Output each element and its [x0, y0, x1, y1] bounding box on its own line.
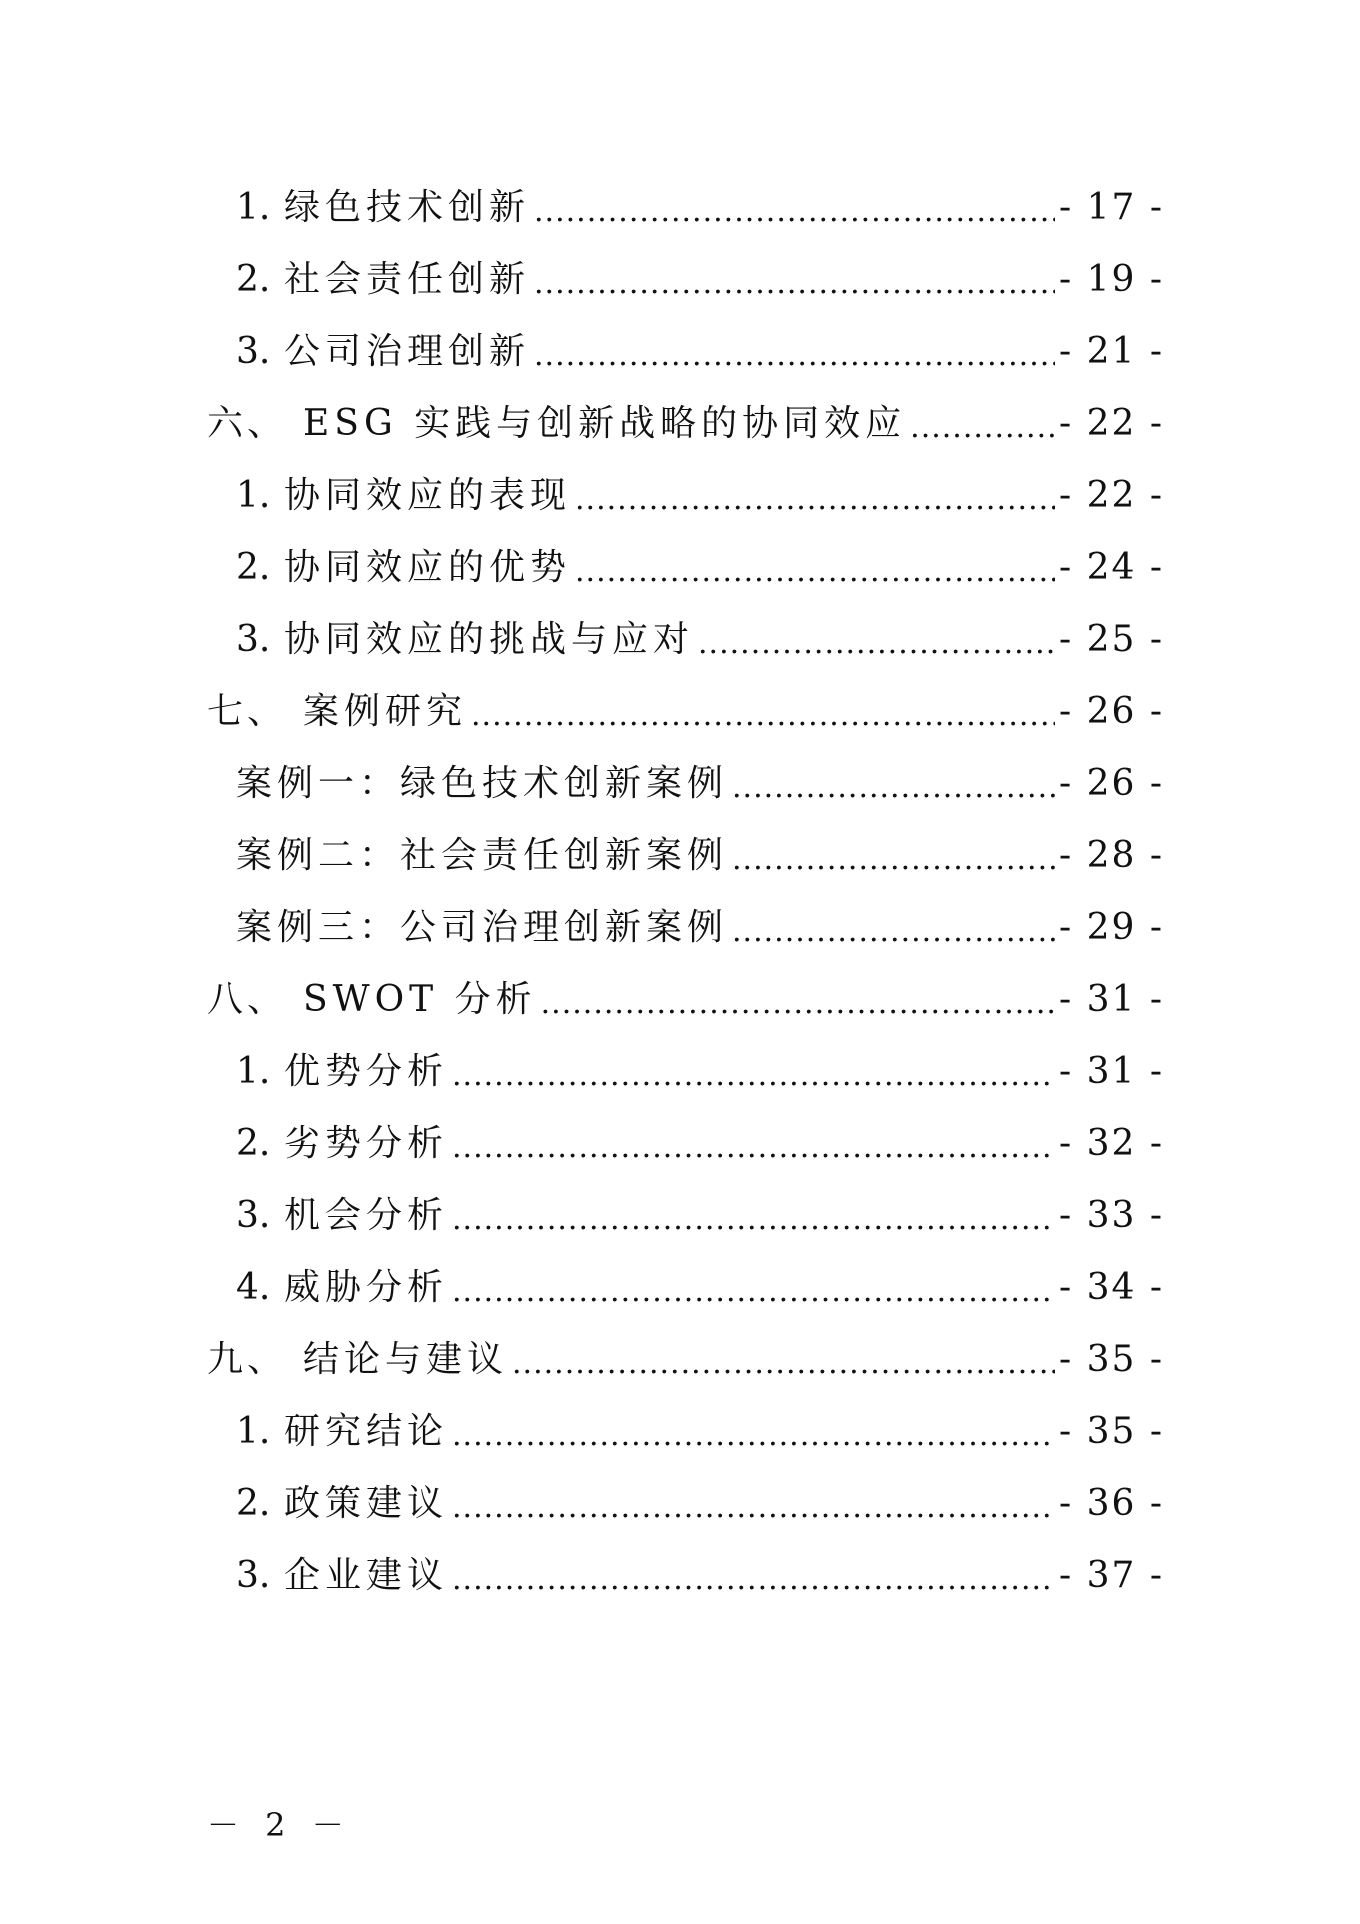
toc-entry[interactable] — [0, 532, 1360, 604]
toc-entry-title: 协同效应的挑战与应对 — [284, 619, 695, 660]
page-number: － 2 － — [207, 1806, 352, 1844]
toc-entry-title: 协同效应的表现 — [284, 475, 572, 516]
dot-leader — [541, 964, 1055, 1036]
toc-entry-number: 2. — [236, 1123, 271, 1164]
toc-entry[interactable] — [0, 964, 1360, 1036]
toc-entry-page: - 29 - — [1058, 907, 1164, 948]
toc-entry-page: - 34 - — [1058, 1267, 1164, 1308]
toc-entry-title: 结论与建议 — [303, 1339, 509, 1380]
dot-leader — [471, 676, 1055, 748]
toc-entry-title: 企业建议 — [284, 1555, 449, 1596]
toc-entry-page: - 22 - — [1058, 475, 1164, 516]
dot-leader — [732, 748, 1055, 820]
toc-entry-title: 政策建议 — [284, 1483, 449, 1524]
toc-entry-title: 案例二：社会责任创新案例 — [236, 835, 729, 876]
toc-entry[interactable] — [0, 316, 1360, 388]
toc-entry-number: 3. — [236, 619, 271, 660]
toc-entry[interactable] — [0, 676, 1360, 748]
toc-entry-line — [236, 1036, 1164, 1108]
toc-entry-number: 九、 — [207, 1339, 288, 1380]
toc-entry-number: 4. — [236, 1267, 271, 1308]
toc-entry[interactable] — [0, 1036, 1360, 1108]
toc-entry-line — [207, 1324, 1164, 1396]
toc-entry-line — [236, 1396, 1164, 1468]
toc-entry-title: 研究结论 — [284, 1411, 449, 1452]
dot-leader — [534, 316, 1055, 388]
toc-entry-page: - 37 - — [1058, 1555, 1164, 1596]
toc-entry-page: - 21 - — [1058, 331, 1164, 372]
toc-entry-line — [236, 892, 1164, 964]
toc-entry-page: - 35 - — [1058, 1339, 1164, 1380]
toc-entry[interactable] — [0, 172, 1360, 244]
dot-leader — [452, 1252, 1055, 1324]
toc-entry[interactable] — [0, 604, 1360, 676]
dot-leader — [910, 388, 1055, 460]
dot-leader — [575, 460, 1055, 532]
toc-entry-title: 绿色技术创新 — [284, 187, 531, 228]
toc-entry-title: 威胁分析 — [284, 1267, 449, 1308]
dot-leader — [534, 172, 1055, 244]
toc-entry-page: - 31 - — [1058, 1051, 1164, 1092]
toc-entry-title: 公司治理创新 — [284, 331, 531, 372]
toc-entry-page: - 33 - — [1058, 1195, 1164, 1236]
toc-entry-line — [236, 244, 1164, 316]
dot-leader — [452, 1180, 1055, 1252]
toc-entry-title: 案例一：绿色技术创新案例 — [236, 763, 729, 804]
dot-leader — [452, 1396, 1055, 1468]
toc-entry-page: - 32 - — [1058, 1123, 1164, 1164]
dot-leader — [732, 892, 1055, 964]
dot-leader — [452, 1036, 1055, 1108]
dot-leader — [512, 1324, 1055, 1396]
toc-entry[interactable] — [0, 1252, 1360, 1324]
toc-entry-page: - 26 - — [1058, 763, 1164, 804]
toc-entry-number: 1. — [236, 475, 271, 516]
toc-entry[interactable] — [0, 1324, 1360, 1396]
toc-entry-line — [207, 676, 1164, 748]
toc-entry-line — [236, 172, 1164, 244]
toc-entry-line — [207, 964, 1164, 1036]
toc-entry[interactable] — [0, 820, 1360, 892]
toc-entry-title: 机会分析 — [284, 1195, 449, 1236]
toc-entry-page: - 22 - — [1058, 403, 1164, 444]
dot-leader — [452, 1468, 1055, 1540]
toc-entry-line — [236, 532, 1164, 604]
toc-entry-title: 案例研究 — [303, 691, 468, 732]
toc-entry[interactable] — [0, 1468, 1360, 1540]
toc-entry-line — [236, 316, 1164, 388]
toc-entry[interactable] — [0, 1180, 1360, 1252]
dot-leader — [534, 244, 1055, 316]
toc-entry-page: - 31 - — [1058, 979, 1164, 1020]
toc-entry-page: - 17 - — [1058, 187, 1164, 228]
toc-entry-title: 社会责任创新 — [284, 259, 531, 300]
toc-entry[interactable] — [0, 748, 1360, 820]
toc-entry-page: - 19 - — [1058, 259, 1164, 300]
toc-entry-line — [236, 1468, 1164, 1540]
table-of-contents — [0, 172, 1360, 1612]
dot-leader — [452, 1540, 1055, 1612]
toc-entry-page: - 36 - — [1058, 1483, 1164, 1524]
toc-entry-page: - 25 - — [1058, 619, 1164, 660]
toc-entry-line — [236, 1180, 1164, 1252]
toc-entry-page: - 26 - — [1058, 691, 1164, 732]
dot-leader — [732, 820, 1055, 892]
toc-entry[interactable] — [0, 1108, 1360, 1180]
dot-leader — [698, 604, 1055, 676]
toc-entry-title: ESG 实践与创新战略的协同效应 — [303, 403, 907, 444]
toc-entry-number: 1. — [236, 1051, 271, 1092]
toc-entry-line — [236, 820, 1164, 892]
toc-entry-line — [236, 1540, 1164, 1612]
toc-entry-title: SWOT 分析 — [303, 979, 537, 1020]
toc-entry-line — [236, 460, 1164, 532]
toc-entry-number: 六、 — [207, 403, 288, 444]
toc-entry-title: 协同效应的优势 — [284, 547, 572, 588]
dot-leader — [452, 1108, 1055, 1180]
toc-entry-line — [207, 388, 1164, 460]
toc-entry[interactable] — [0, 460, 1360, 532]
toc-entry[interactable] — [0, 1540, 1360, 1612]
toc-entry-page: - 24 - — [1058, 547, 1164, 588]
toc-entry-title: 案例三：公司治理创新案例 — [236, 907, 729, 948]
toc-entry[interactable] — [0, 244, 1360, 316]
toc-entry-number: 2. — [236, 547, 271, 588]
toc-entry-number: 3. — [236, 1555, 271, 1596]
toc-entry-page: - 28 - — [1058, 835, 1164, 876]
toc-entry-number: 2. — [236, 259, 271, 300]
dot-leader — [575, 532, 1055, 604]
toc-entry-number: 八、 — [207, 979, 288, 1020]
toc-entry-line — [236, 604, 1164, 676]
toc-entry[interactable] — [0, 892, 1360, 964]
toc-entry-line — [236, 1252, 1164, 1324]
toc-entry-line — [236, 748, 1164, 820]
toc-entry-number: 3. — [236, 1195, 271, 1236]
toc-entry-title: 劣势分析 — [284, 1123, 449, 1164]
toc-entry-number: 七、 — [207, 691, 288, 732]
toc-entry-page: - 35 - — [1058, 1411, 1164, 1452]
toc-entry-number: 1. — [236, 1411, 271, 1452]
toc-entry-title: 优势分析 — [284, 1051, 449, 1092]
toc-entry-number: 2. — [236, 1483, 271, 1524]
toc-entry[interactable] — [0, 388, 1360, 460]
toc-entry-number: 3. — [236, 331, 271, 372]
toc-entry[interactable] — [0, 1396, 1360, 1468]
toc-entry-number: 1. — [236, 187, 271, 228]
toc-entry-line — [236, 1108, 1164, 1180]
